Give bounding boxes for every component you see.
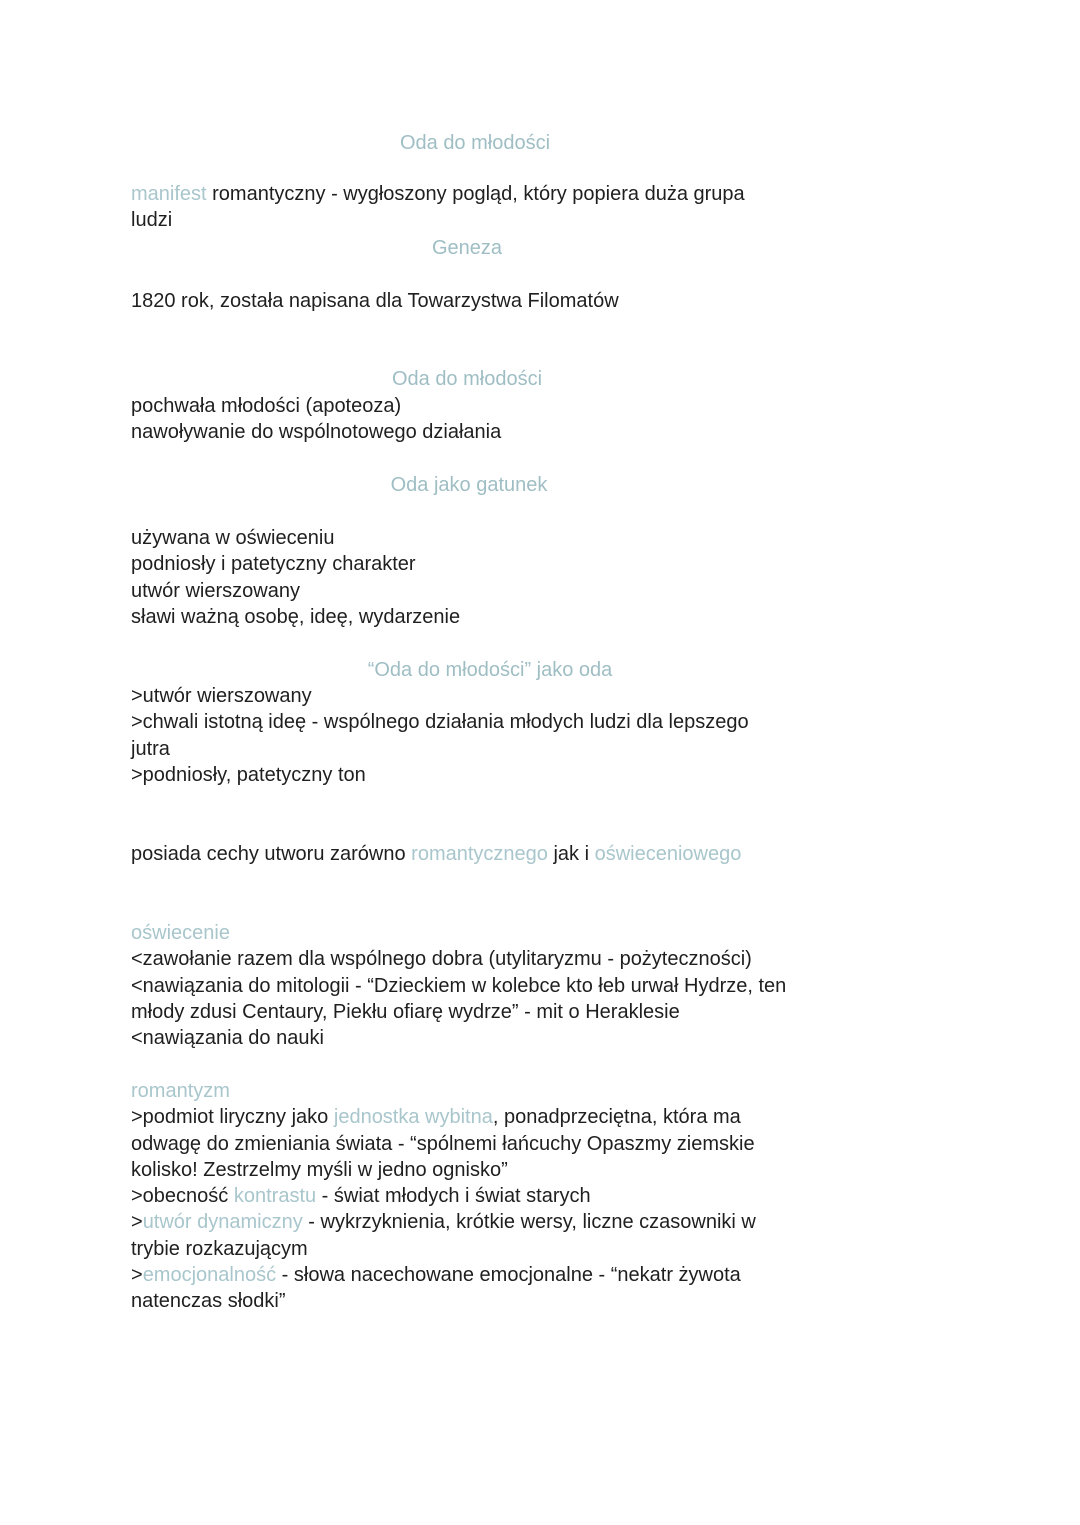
- romantyzm-highlight: emocjonalność: [142, 1264, 277, 1287]
- romantyzm-text: >podmiot liryczny jako: [131, 1106, 334, 1129]
- gatunek-line: sławi ważną osobę, ideę, wydarzenie: [131, 605, 461, 628]
- gatunek-line: podniosły i patetyczny charakter: [131, 553, 416, 576]
- page-title: Oda do młodości: [399, 132, 551, 154]
- heading-oda-do-mlodosci: Oda do młodości: [391, 368, 543, 390]
- heading-geneza: Geneza: [431, 237, 503, 259]
- romantyzm-text: - wykrzyknienia, krótkie wersy, liczne czasowniki w: [302, 1211, 756, 1234]
- romantyzm-line: natenczas słodki”: [131, 1290, 286, 1313]
- oswiecenie-line: <nawiązania do mitologii - “Dzieckiem w kolebce kto łeb urwał Hydrze, ten: [131, 974, 787, 997]
- jako-oda-line: jutra: [131, 737, 170, 760]
- oda-line: nawoływanie do wspólnotowego działania: [131, 421, 502, 444]
- manifest-term: manifest: [131, 183, 207, 205]
- oswiecenie-section: [131, 920, 811, 1051]
- oswiecenie-line: młody zdusi Centaury, Piekłu ofiarę wydrze” - mit o Heraklesie: [131, 1000, 680, 1023]
- romantyzm-heading: romantyzm: [131, 1080, 230, 1102]
- jako-oda-line: >podniosły, patetyczny ton: [131, 763, 366, 786]
- geneza-text: 1820 rok, została napisana dla Towarzystwa Filomatów: [131, 290, 619, 312]
- manifest-line-1: [131, 181, 811, 207]
- oswiecenie-line: <nawiązania do nauki: [131, 1027, 324, 1050]
- romantyzm-line: trybie rozkazującym: [131, 1237, 308, 1260]
- romantyzm-text: >obecność: [131, 1185, 234, 1208]
- romantyzm-text: - świat młodych i świat starych: [316, 1185, 591, 1208]
- jako-oda-list: [131, 683, 811, 788]
- cechy-highlight-romantic: romantycznego: [411, 843, 548, 865]
- jako-oda-line: >utwór wierszowany: [131, 685, 312, 707]
- romantyzm-section: [131, 1078, 811, 1315]
- manifest-text: romantyczny - wygłoszony pogląd, który popiera duża grupa: [206, 183, 745, 205]
- oda-line: pochwała młodości (apoteoza): [131, 395, 402, 417]
- manifest-paragraph: [131, 181, 811, 234]
- romantyzm-highlight: kontrastu: [233, 1185, 317, 1208]
- gatunek-line: utwór wierszowany: [131, 579, 300, 602]
- romantyzm-text: >: [131, 1264, 143, 1287]
- romantyzm-text: >: [131, 1211, 143, 1234]
- romantyzm-line: [131, 1262, 811, 1288]
- romantyzm-highlight: utwór dynamiczny: [142, 1211, 303, 1234]
- romantyzm-line: odwagę do zmieniania świata - “spólnemi łańcuchy Opaszmy ziemskie: [131, 1132, 755, 1155]
- manifest-line-2: ludzi: [131, 209, 173, 232]
- oda-list: [131, 393, 811, 446]
- cechy-highlight-enlightenment: oświeceniowego: [594, 843, 742, 865]
- gatunek-list: [131, 525, 811, 630]
- oswiecenie-line: <zawołanie razem dla wspólnego dobra (utylitaryzmu - pożyteczności): [131, 948, 752, 971]
- romantyzm-line: kolisko! Zestrzelmy myśli w jedno ognisko”: [131, 1158, 508, 1181]
- cechy-paragraph: [131, 841, 811, 867]
- romantyzm-text: , ponadprzeciętna, która ma: [492, 1106, 741, 1129]
- heading-oda-jako-oda: “Oda do młodości” jako oda: [367, 659, 613, 681]
- cechy-text-mid: jak i: [547, 843, 595, 865]
- gatunek-line: używana w oświeceniu: [131, 527, 335, 549]
- jako-oda-line: >chwali istotną ideę - wspólnego działania młodych ludzi dla lepszego: [131, 711, 749, 734]
- romantyzm-text: - słowa nacechowane emocjonalne - “nekatr żywota: [276, 1264, 741, 1287]
- cechy-text-before: posiada cechy utworu zarówno: [131, 843, 412, 865]
- romantyzm-line: [131, 1209, 811, 1235]
- heading-oda-jako-gatunek: Oda jako gatunek: [390, 474, 548, 496]
- romantyzm-highlight: jednostka wybitna: [333, 1106, 493, 1129]
- oswiecenie-heading: oświecenie: [131, 922, 230, 944]
- geneza-paragraph: [131, 288, 811, 314]
- romantyzm-line: [131, 1104, 811, 1130]
- romantyzm-line: [131, 1183, 811, 1209]
- cechy-line: [131, 841, 811, 867]
